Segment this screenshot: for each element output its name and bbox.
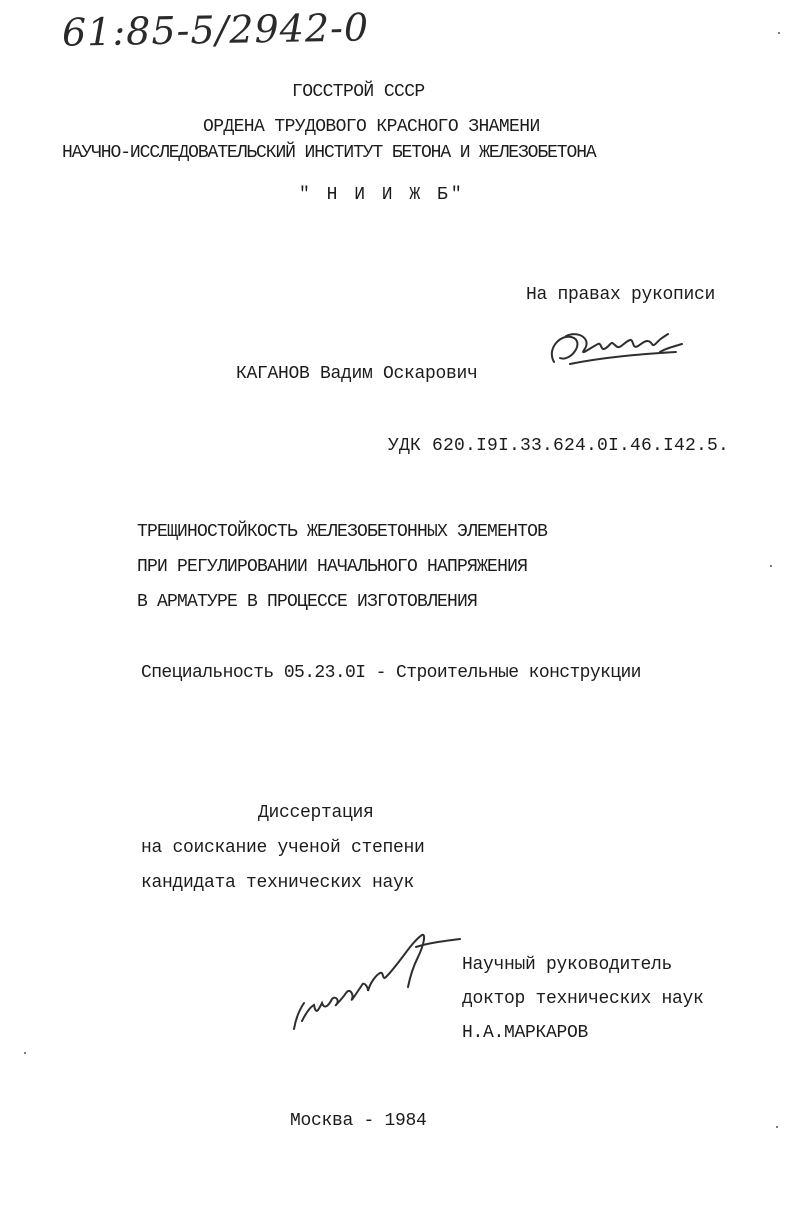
scan-speck xyxy=(770,565,772,567)
author-signature xyxy=(540,318,690,378)
institute-line: НАУЧНО-ИССЛЕДОВАТЕЛЬСКИЙ ИНСТИТУТ БЕТОНА И ЖЕЛЕЗОБЕТОНА xyxy=(62,143,596,163)
specialty: Специальность 05.23.0I - Строительные конструкции xyxy=(141,663,641,683)
scan-speck xyxy=(776,1126,778,1128)
ministry-line: ГОССТРОЙ СССР xyxy=(292,82,425,102)
degree-line-1: Диссертация xyxy=(258,803,374,823)
title-line-3: В АРМАТУРЕ В ПРОЦЕССЕ ИЗГОТОВЛЕНИЯ xyxy=(137,592,478,612)
author-name: КАГАНОВ Вадим Оскарович xyxy=(236,364,478,384)
title-line-1: ТРЕЩИНОСТОЙКОСТЬ ЖЕЛЕЗОБЕТОННЫХ ЭЛЕМЕНТОВ xyxy=(137,522,548,542)
order-line: ОРДЕНА ТРУДОВОГО КРАСНОГО ЗНАМЕНИ xyxy=(203,117,540,137)
supervisor-name: Н.А.МАРКАРОВ xyxy=(462,1023,589,1043)
place-and-year: Москва - 1984 xyxy=(290,1111,427,1131)
title-line-2: ПРИ РЕГУЛИРОВАНИИ НАЧАЛЬНОГО НАПРЯЖЕНИЯ xyxy=(137,557,528,577)
rights-note: На правах рукописи xyxy=(526,285,716,305)
supervisor-signature-stroke xyxy=(288,925,468,1035)
archive-number-handwritten: 61:85-5/2942-0 xyxy=(61,5,370,55)
author-signature-stroke xyxy=(540,318,690,378)
degree-line-3: кандидата технических наук xyxy=(141,873,415,893)
supervisor-role: Научный руководитель xyxy=(462,955,673,975)
supervisor-title: доктор технических наук xyxy=(462,989,704,1009)
supervisor-signature xyxy=(288,925,468,1035)
institute-abbreviation: " Н И И Ж Б" xyxy=(299,185,465,205)
udc-code: УДК 620.I9I.33.624.0I.46.I42.5. xyxy=(388,436,730,456)
scan-speck xyxy=(24,1052,26,1054)
degree-line-2: на соискание ученой степени xyxy=(141,838,425,858)
scan-speck xyxy=(778,32,780,34)
